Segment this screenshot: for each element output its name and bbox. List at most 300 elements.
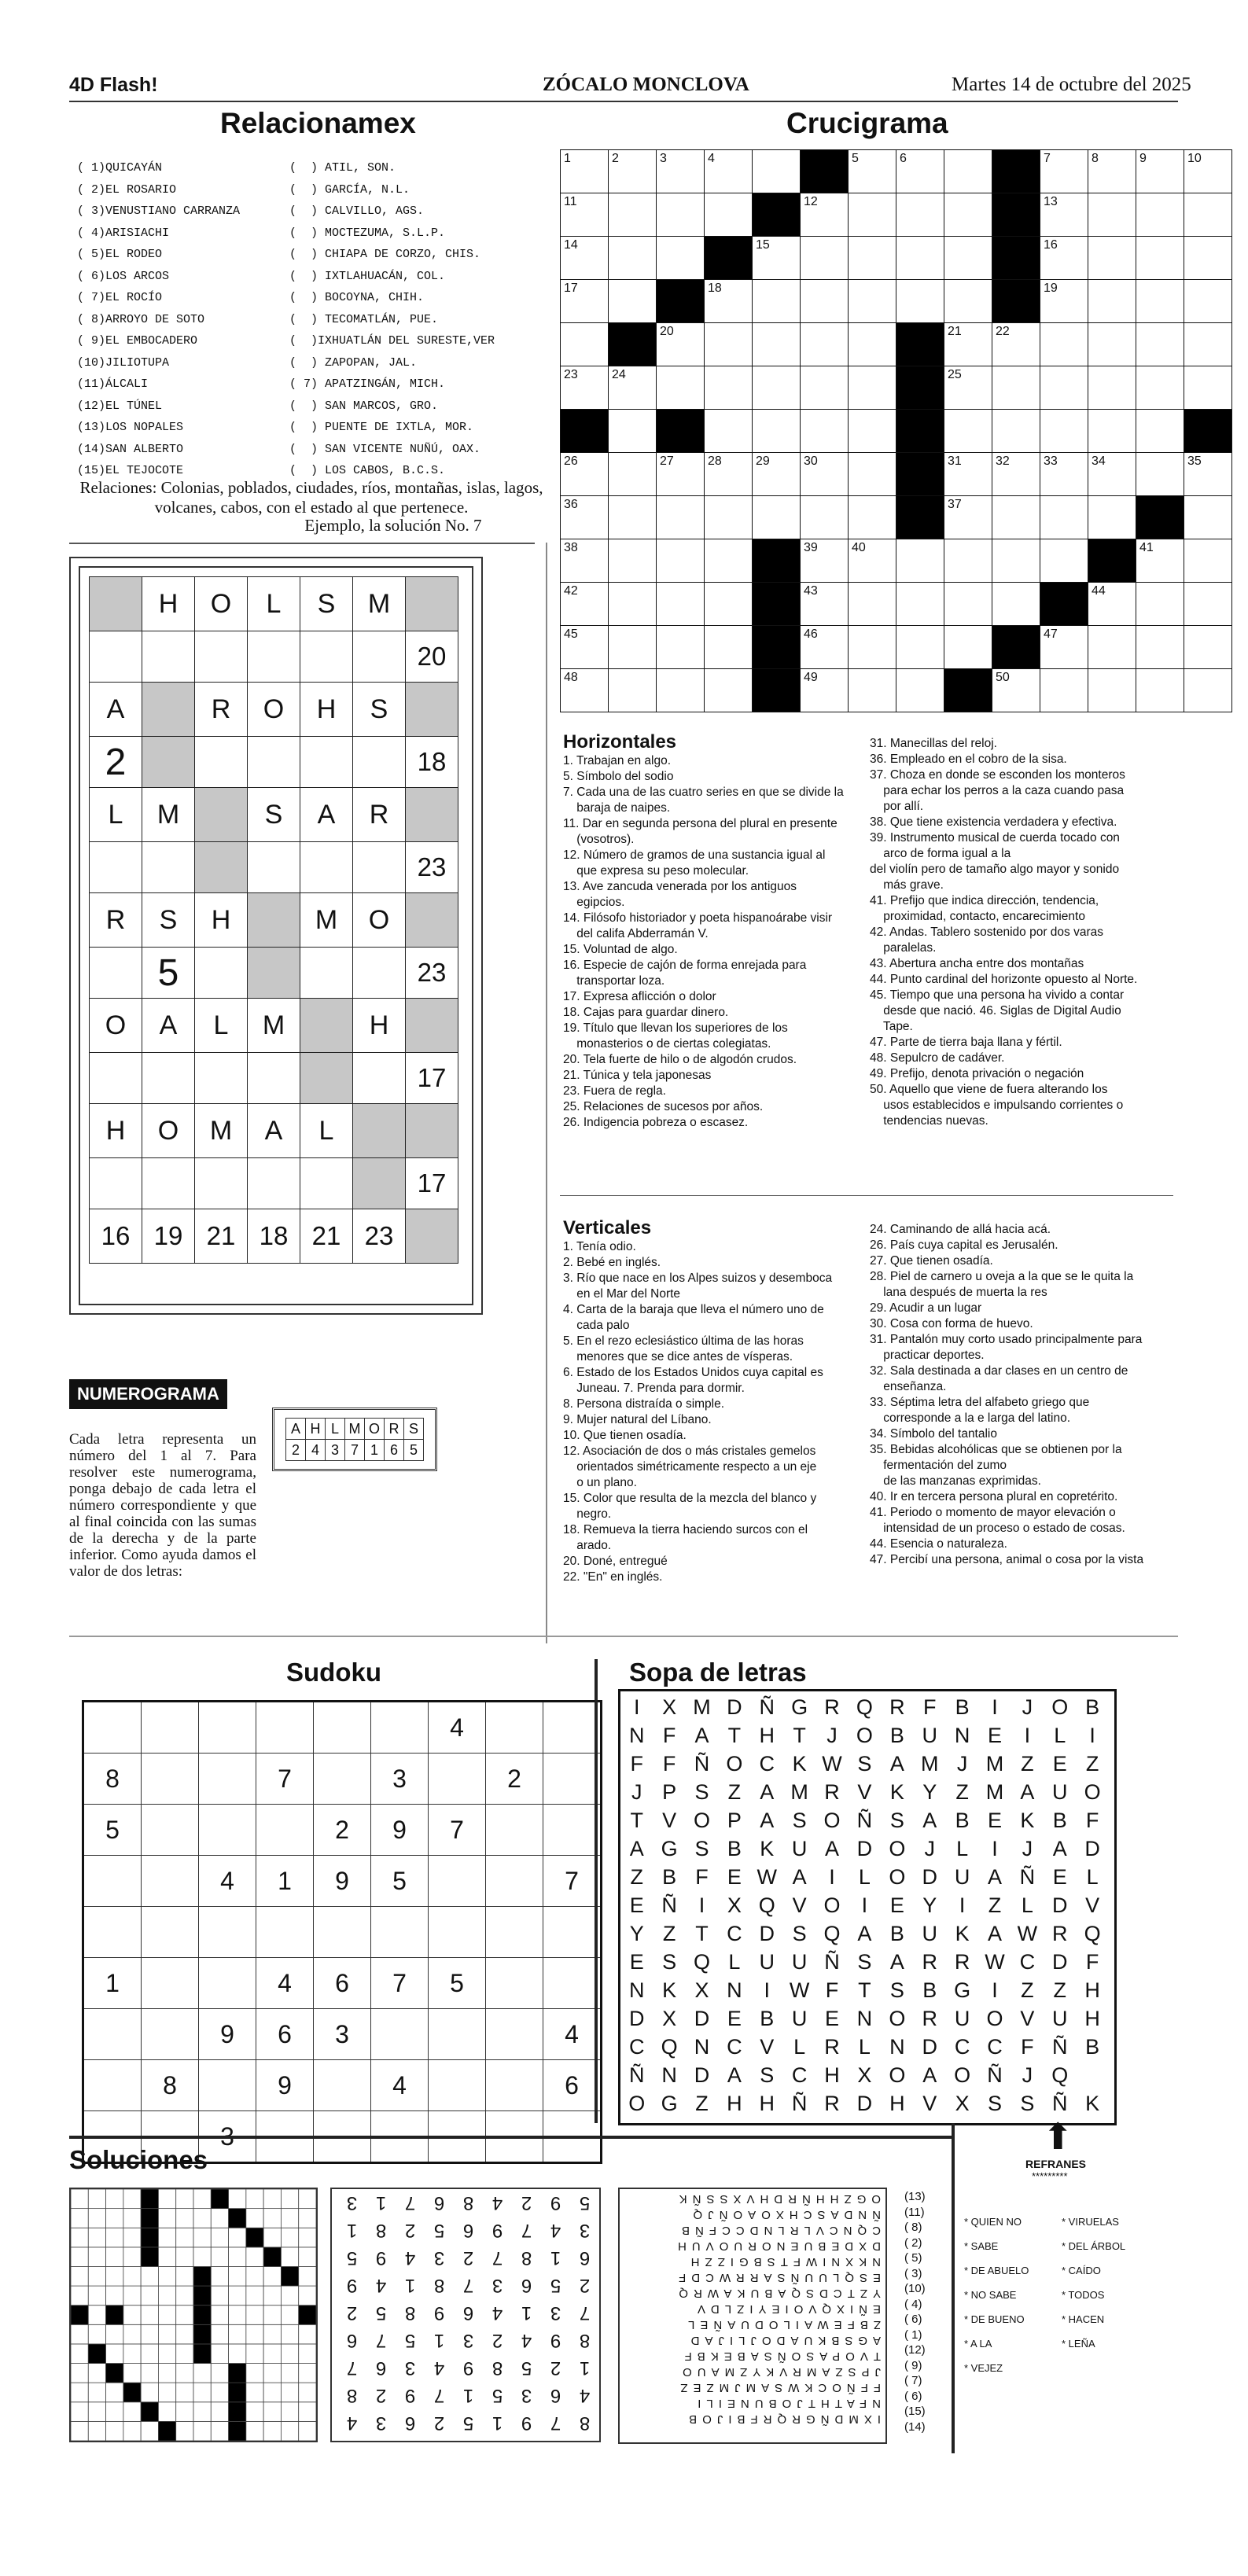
crossword-cell[interactable] — [657, 539, 705, 583]
crossword-cell[interactable] — [849, 410, 896, 453]
sopa-letter[interactable]: J — [1022, 2063, 1033, 2087]
crossword-cell[interactable] — [657, 496, 705, 539]
sopa-letter[interactable]: D — [1052, 1950, 1068, 1974]
numerograma-cell[interactable] — [90, 842, 142, 893]
numerograma-cell[interactable] — [195, 948, 248, 999]
sopa-letter[interactable]: Q — [1051, 2063, 1069, 2087]
crossword-cell[interactable] — [1184, 237, 1232, 280]
relacion-state[interactable]: ( ) CALVILLO, AGS. — [289, 204, 425, 218]
sopa-letter[interactable]: Ñ — [661, 1893, 677, 1917]
sopa-letter[interactable]: C — [954, 2035, 970, 2059]
sudoku-cell[interactable] — [429, 1754, 486, 1805]
sopa-letter[interactable]: J — [631, 1780, 642, 1804]
sopa-letter[interactable]: L — [1054, 1724, 1066, 1747]
sopa-letter[interactable]: A — [629, 1837, 644, 1860]
sopa-letter[interactable]: R — [824, 2092, 840, 2115]
crossword-cell[interactable] — [1136, 193, 1184, 237]
sopa-letter[interactable]: C — [628, 2035, 645, 2059]
crossword-cell[interactable] — [1184, 323, 1232, 366]
sopa-letter[interactable]: N — [954, 1724, 970, 1747]
sopa-letter[interactable]: E — [825, 2007, 840, 2030]
sopa-letter[interactable]: Q — [1084, 1922, 1101, 1945]
sudoku-cell[interactable] — [199, 2060, 256, 2111]
numerograma-cell[interactable] — [195, 1053, 248, 1104]
sopa-letter[interactable]: V — [922, 2092, 937, 2115]
sopa-letter[interactable]: A — [987, 1865, 1002, 1889]
crossword-cell[interactable]: 17 — [561, 280, 609, 323]
sopa-letter[interactable]: S — [760, 2063, 775, 2087]
numerograma-cell[interactable] — [142, 1053, 195, 1104]
sopa-letter[interactable]: Q — [823, 1922, 841, 1945]
numerograma-cell[interactable] — [353, 842, 406, 893]
relacion-state[interactable]: ( ) TECOMATLÁN, PUE. — [289, 312, 439, 326]
relacion-state[interactable]: ( ) ZAPOPAN, JAL. — [289, 355, 418, 370]
sudoku-cell[interactable] — [256, 1702, 314, 1754]
sopa-letter[interactable]: E — [1052, 1865, 1067, 1889]
sopa-letter[interactable]: R — [889, 1695, 905, 1719]
relacion-state[interactable]: ( ) MOCTEZUMA, S.L.P. — [289, 226, 446, 240]
crossword-cell[interactable] — [657, 583, 705, 626]
sopa-letter[interactable]: S — [987, 2092, 1002, 2115]
numerograma-cell[interactable] — [142, 631, 195, 683]
sopa-letter[interactable]: Z — [1021, 1978, 1034, 2002]
sopa-letter[interactable]: L — [728, 1950, 741, 1974]
crossword-cell[interactable] — [944, 626, 992, 669]
sopa-letter[interactable]: S — [857, 1950, 872, 1974]
crossword-cell[interactable]: 35 — [1184, 453, 1232, 496]
sopa-letter[interactable]: V — [1085, 1893, 1100, 1917]
crossword-cell[interactable] — [896, 669, 944, 712]
sopa-letter[interactable]: F — [1085, 1950, 1099, 1974]
crossword-cell[interactable] — [849, 237, 896, 280]
sopa-letter[interactable]: G — [661, 2092, 678, 2115]
sopa-letter[interactable]: D — [1084, 1837, 1100, 1860]
numerograma-cell[interactable] — [300, 842, 353, 893]
sopa-letter[interactable]: I — [698, 1893, 705, 1917]
sopa-letter[interactable]: D — [759, 1922, 775, 1945]
sudoku-cell[interactable] — [83, 1907, 142, 1958]
crossword-cell[interactable] — [753, 150, 801, 193]
sopa-letter[interactable]: J — [924, 1837, 935, 1860]
crossword-cell[interactable] — [944, 539, 992, 583]
crossword-cell[interactable] — [1088, 237, 1136, 280]
sopa-letter[interactable]: D — [694, 2063, 710, 2087]
sopa-letter[interactable]: X — [694, 1978, 709, 2002]
sopa-letter[interactable]: I — [992, 1837, 998, 1860]
crossword-cell[interactable]: 1 — [561, 150, 609, 193]
sopa-letter[interactable]: T — [727, 1724, 742, 1747]
sopa-letter[interactable]: T — [793, 1724, 806, 1747]
sopa-letter[interactable]: E — [889, 1893, 904, 1917]
sopa-letter[interactable]: E — [987, 1724, 1002, 1747]
crossword-cell[interactable]: 49 — [801, 669, 849, 712]
crossword-cell[interactable] — [657, 626, 705, 669]
crossword-cell[interactable] — [1136, 323, 1184, 366]
crossword-cell[interactable] — [705, 366, 753, 410]
crossword-cell[interactable] — [657, 193, 705, 237]
crossword-cell[interactable] — [849, 193, 896, 237]
sopa-letter[interactable]: L — [1086, 1865, 1099, 1889]
crossword-cell[interactable]: 50 — [992, 669, 1040, 712]
sopa-letter[interactable]: Z — [727, 1780, 742, 1804]
crossword-cell[interactable]: 43 — [801, 583, 849, 626]
crossword-cell[interactable] — [753, 410, 801, 453]
sopa-letter[interactable]: Z — [1053, 1978, 1067, 2002]
sudoku-cell[interactable] — [314, 1907, 371, 1958]
sopa-letter[interactable]: N — [628, 1724, 645, 1747]
crossword-cell[interactable]: 39 — [801, 539, 849, 583]
sopa-letter[interactable]: H — [759, 2092, 775, 2115]
sudoku-cell[interactable] — [199, 1702, 256, 1754]
crossword-cell[interactable]: 34 — [1088, 453, 1136, 496]
sopa-letter[interactable]: N — [628, 1978, 645, 2002]
crossword-cell[interactable] — [896, 626, 944, 669]
crossword-cell[interactable] — [1184, 539, 1232, 583]
sudoku-cell[interactable] — [486, 2009, 543, 2060]
sopa-letter[interactable]: L — [858, 1865, 871, 1889]
sudoku-cell[interactable] — [199, 1907, 256, 1958]
crossword-cell[interactable] — [1040, 323, 1088, 366]
crossword-cell[interactable]: 21 — [944, 323, 992, 366]
sopa-letter[interactable]: Ñ — [694, 1752, 710, 1776]
sopa-letter[interactable]: K — [955, 1922, 970, 1945]
sopa-letter[interactable]: K — [1085, 2092, 1100, 2115]
sopa-letter[interactable]: K — [662, 1978, 677, 2002]
crossword-cell[interactable] — [896, 280, 944, 323]
sudoku-cell[interactable] — [142, 1805, 199, 1856]
crossword-cell[interactable] — [1136, 237, 1184, 280]
sudoku-cell[interactable] — [314, 1754, 371, 1805]
sopa-letter[interactable]: A — [760, 1809, 775, 1832]
sudoku-cell[interactable] — [314, 2060, 371, 2111]
sopa-letter[interactable]: Q — [661, 2035, 678, 2059]
crossword-cell[interactable] — [609, 669, 657, 712]
sopa-letter[interactable]: Z — [695, 2092, 709, 2115]
sopa-letter[interactable]: O — [954, 2063, 971, 2087]
crossword-cell[interactable] — [1136, 280, 1184, 323]
relacion-state[interactable]: ( ) BOCOYNA, CHIH. — [289, 291, 425, 304]
sopa-letter[interactable]: I — [764, 1978, 771, 2002]
crossword-cell[interactable]: 36 — [561, 496, 609, 539]
numerograma-cell[interactable] — [195, 737, 248, 788]
sopa-letter[interactable]: F — [825, 1978, 839, 2002]
sopa-letter[interactable]: I — [1089, 1724, 1095, 1747]
numerograma-cell[interactable] — [353, 1053, 406, 1104]
sudoku-cell[interactable] — [83, 1856, 142, 1907]
crossword-cell[interactable] — [801, 323, 849, 366]
sopa-letter[interactable]: N — [889, 2035, 905, 2059]
sopa-letter[interactable]: Y — [629, 1922, 644, 1945]
crossword-cell[interactable] — [1088, 280, 1136, 323]
sopa-letter[interactable]: I — [959, 1893, 966, 1917]
crossword-cell[interactable] — [1088, 366, 1136, 410]
crossword-cell[interactable]: 47 — [1040, 626, 1088, 669]
sopa-letter[interactable]: O — [889, 2007, 906, 2030]
relacion-state[interactable]: ( 7) APATZINGÁN, MICH. — [289, 377, 446, 391]
sopa-letter[interactable]: Z — [1021, 1752, 1034, 1776]
sopa-letter[interactable]: Q — [693, 1950, 710, 1974]
sudoku-cell[interactable] — [486, 1702, 543, 1754]
crossword-cell[interactable]: 31 — [944, 453, 992, 496]
sudoku-cell[interactable] — [371, 1907, 429, 1958]
crossword-cell[interactable]: 22 — [992, 323, 1040, 366]
sopa-letter[interactable]: H — [824, 2063, 840, 2087]
crossword-cell[interactable]: 15 — [753, 237, 801, 280]
sopa-letter[interactable]: F — [662, 1724, 676, 1747]
sopa-letter[interactable]: S — [857, 1752, 872, 1776]
sopa-letter[interactable]: F — [630, 1752, 643, 1776]
sopa-letter[interactable]: G — [954, 1978, 971, 2002]
crossword-cell[interactable] — [1088, 193, 1136, 237]
sopa-letter[interactable]: D — [694, 2007, 710, 2030]
crossword-cell[interactable]: 10 — [1184, 150, 1232, 193]
sopa-letter[interactable]: S — [889, 1809, 904, 1832]
crossword-cell[interactable]: 40 — [849, 539, 896, 583]
crossword-cell[interactable] — [849, 496, 896, 539]
sopa-letter[interactable]: V — [662, 1809, 677, 1832]
crossword-cell[interactable] — [849, 626, 896, 669]
sudoku-cell[interactable] — [314, 1702, 371, 1754]
sopa-letter[interactable]: L — [858, 2035, 871, 2059]
sopa-letter[interactable]: Z — [662, 1922, 676, 1945]
crossword-cell[interactable] — [1184, 583, 1232, 626]
sudoku-cell[interactable] — [486, 1958, 543, 2009]
sopa-letter[interactable]: I — [992, 1978, 998, 2002]
sopa-letter[interactable]: O — [889, 1837, 906, 1860]
crossword-cell[interactable]: 3 — [657, 150, 705, 193]
sopa-letter[interactable]: D — [922, 2035, 937, 2059]
sudoku-cell[interactable] — [371, 1702, 429, 1754]
sopa-letter[interactable]: W — [757, 1865, 777, 1889]
sopa-letter[interactable]: N — [661, 2063, 677, 2087]
crossword-cell[interactable]: 2 — [609, 150, 657, 193]
sopa-letter[interactable]: R — [824, 1780, 840, 1804]
sopa-letter[interactable]: S — [889, 1978, 904, 2002]
sopa-letter[interactable]: N — [694, 2035, 710, 2059]
relacion-state[interactable]: ( ) GARCÍA, N.L. — [289, 182, 410, 197]
sopa-letter[interactable]: B — [1085, 2035, 1100, 2059]
crossword-cell[interactable]: 6 — [896, 150, 944, 193]
numerograma-cell[interactable] — [300, 948, 353, 999]
relacion-state[interactable]: ( ) LOS CABOS, B.C.S. — [289, 464, 446, 477]
sopa-letter[interactable]: O — [693, 1809, 710, 1832]
sopa-letter[interactable]: B — [662, 1865, 677, 1889]
crossword-cell[interactable]: 42 — [561, 583, 609, 626]
sopa-letter[interactable]: Z — [955, 1780, 969, 1804]
sudoku-cell[interactable] — [83, 2060, 142, 2111]
crossword-cell[interactable] — [801, 237, 849, 280]
sopa-letter[interactable]: Ñ — [824, 1950, 840, 1974]
crossword-cell[interactable] — [849, 323, 896, 366]
sopa-letter[interactable]: E — [629, 1950, 644, 1974]
crossword-cell[interactable]: 8 — [1088, 150, 1136, 193]
crossword-cell[interactable] — [1136, 626, 1184, 669]
sopa-letter[interactable]: Ñ — [759, 1695, 775, 1719]
crossword-cell[interactable] — [896, 539, 944, 583]
sopa-letter[interactable]: V — [792, 1893, 807, 1917]
sopa-letter[interactable]: J — [1022, 1837, 1033, 1860]
sopa-letter[interactable]: U — [791, 2007, 808, 2030]
sopa-letter[interactable]: X — [857, 2063, 872, 2087]
sopa-letter[interactable]: H — [1084, 2007, 1100, 2030]
sopa-letter[interactable]: C — [987, 2035, 1003, 2059]
sudoku-cell[interactable] — [83, 1702, 142, 1754]
numerograma-cell[interactable] — [90, 631, 142, 683]
crossword-cell[interactable] — [1040, 410, 1088, 453]
sopa-letter[interactable]: J — [826, 1724, 838, 1747]
sopa-letter[interactable]: M — [985, 1752, 1004, 1776]
sopa-letter[interactable]: Ñ — [791, 2092, 808, 2115]
crossword-cell[interactable] — [1040, 539, 1088, 583]
sopa-letter[interactable]: O — [889, 1865, 906, 1889]
sopa-letter[interactable]: U — [791, 1950, 808, 1974]
sopa-letter[interactable]: B — [889, 1922, 904, 1945]
sopa-letter[interactable]: C — [727, 2035, 742, 2059]
sopa-letter[interactable]: M — [790, 1780, 808, 1804]
sudoku-cell[interactable] — [83, 2009, 142, 2060]
sopa-letter[interactable]: I — [829, 1865, 835, 1889]
crossword-cell[interactable] — [609, 280, 657, 323]
sopa-letter[interactable]: O — [889, 2063, 906, 2087]
sopa-letter[interactable]: U — [922, 1724, 937, 1747]
crossword-cell[interactable]: 45 — [561, 626, 609, 669]
sopa-letter[interactable]: R — [1052, 1922, 1068, 1945]
crossword-cell[interactable] — [944, 280, 992, 323]
crossword-cell[interactable] — [849, 453, 896, 496]
crossword-cell[interactable]: 26 — [561, 453, 609, 496]
crossword-cell[interactable] — [944, 410, 992, 453]
sopa-letter[interactable]: I — [861, 1893, 868, 1917]
sopa-letter[interactable]: D — [856, 2092, 873, 2115]
sopa-letter[interactable]: H — [1084, 1978, 1100, 2002]
sopa-letter[interactable]: U — [759, 1950, 775, 1974]
crossword-cell[interactable] — [944, 583, 992, 626]
crossword-cell[interactable] — [705, 496, 753, 539]
sopa-letter[interactable]: M — [693, 1695, 711, 1719]
crossword-cell[interactable]: 7 — [1040, 150, 1088, 193]
sopa-letter[interactable]: T — [695, 1922, 709, 1945]
numerograma-cell[interactable] — [90, 1158, 142, 1209]
sudoku-cell[interactable] — [543, 1702, 602, 1754]
crossword-cell[interactable]: 38 — [561, 539, 609, 583]
crossword-cell[interactable]: 32 — [992, 453, 1040, 496]
crossword-cell[interactable] — [1184, 193, 1232, 237]
sopa-letter[interactable]: D — [1052, 1893, 1068, 1917]
crossword-cell[interactable] — [705, 669, 753, 712]
sopa-letter[interactable]: R — [922, 1950, 937, 1974]
sopa-letter[interactable]: X — [662, 2007, 677, 2030]
crossword-cell[interactable]: 23 — [561, 366, 609, 410]
sopa-letter[interactable]: N — [856, 2007, 873, 2030]
sopa-letter[interactable]: J — [956, 1752, 968, 1776]
crossword-cell[interactable]: 20 — [657, 323, 705, 366]
sopa-letter[interactable]: I — [1024, 1724, 1031, 1747]
sopa-letter[interactable]: S — [662, 1950, 677, 1974]
crossword-cell[interactable] — [1136, 410, 1184, 453]
sopa-letter[interactable]: D — [856, 1837, 873, 1860]
sudoku-cell[interactable] — [486, 1907, 543, 1958]
crossword-cell[interactable] — [944, 193, 992, 237]
crossword-cell[interactable] — [896, 583, 944, 626]
crossword-cell[interactable] — [705, 539, 753, 583]
relacion-state[interactable]: ( ) ATIL, SON. — [289, 161, 396, 175]
numerograma-cell[interactable] — [300, 1158, 353, 1209]
crossword-cell[interactable] — [1136, 583, 1184, 626]
crossword-cell[interactable]: 48 — [561, 669, 609, 712]
crossword-cell[interactable] — [753, 280, 801, 323]
crossword-cell[interactable] — [753, 496, 801, 539]
sopa-letter[interactable]: K — [760, 1837, 775, 1860]
crossword-cell[interactable]: 5 — [849, 150, 896, 193]
sudoku-cell[interactable] — [199, 1805, 256, 1856]
sopa-letter[interactable]: M — [920, 1752, 939, 1776]
sopa-letter[interactable]: O — [823, 1893, 841, 1917]
crossword-cell[interactable] — [992, 366, 1040, 410]
sopa-letter[interactable]: B — [955, 1809, 970, 1832]
sopa-letter[interactable]: W — [789, 1978, 810, 2002]
crossword-cell[interactable]: 37 — [944, 496, 992, 539]
sopa-letter[interactable]: S — [694, 1780, 709, 1804]
crossword-cell[interactable]: 12 — [801, 193, 849, 237]
numerograma-cell[interactable] — [248, 1053, 300, 1104]
crossword-cell[interactable] — [609, 539, 657, 583]
crossword-cell[interactable] — [801, 366, 849, 410]
numerograma-cell[interactable] — [195, 631, 248, 683]
numerograma-cell[interactable] — [353, 737, 406, 788]
sopa-letter[interactable]: T — [858, 1978, 871, 2002]
sopa-letter[interactable]: W — [985, 1950, 1005, 1974]
sopa-letter[interactable]: F — [1021, 2035, 1034, 2059]
crossword-cell[interactable] — [801, 410, 849, 453]
crossword-cell[interactable] — [753, 323, 801, 366]
relacion-state[interactable]: ( ) IXTLAHUACÁN, COL. — [289, 269, 446, 283]
numerograma-cell[interactable] — [142, 842, 195, 893]
crossword-cell[interactable]: 28 — [705, 453, 753, 496]
sopa-letter[interactable]: I — [992, 1695, 998, 1719]
crossword-cell[interactable]: 4 — [705, 150, 753, 193]
sopa-letter[interactable]: O — [823, 1809, 841, 1832]
sopa-letter[interactable]: B — [760, 2007, 775, 2030]
sopa-letter[interactable]: J — [1022, 1695, 1033, 1719]
sopa-letter[interactable]: S — [694, 1837, 709, 1860]
sopa-letter[interactable]: C — [727, 1922, 742, 1945]
crossword-cell[interactable] — [1136, 453, 1184, 496]
crossword-cell[interactable] — [1088, 669, 1136, 712]
crossword-cell[interactable] — [705, 193, 753, 237]
crossword-cell[interactable] — [609, 496, 657, 539]
sopa-letter[interactable]: U — [791, 1837, 808, 1860]
sopa-letter[interactable]: L — [1021, 1893, 1033, 1917]
sopa-letter[interactable]: G — [791, 1695, 808, 1719]
sudoku-cell[interactable] — [429, 1856, 486, 1907]
crossword-cell[interactable]: 27 — [657, 453, 705, 496]
crossword-cell[interactable]: 46 — [801, 626, 849, 669]
sopa-letter[interactable]: A — [1020, 1780, 1035, 1804]
sopa-letter[interactable]: H — [727, 2092, 742, 2115]
sopa-letter[interactable]: B — [922, 1978, 937, 2002]
crossword-cell[interactable] — [849, 669, 896, 712]
sopa-letter[interactable]: E — [987, 1809, 1002, 1832]
sopa-letter[interactable]: Z — [988, 1893, 1002, 1917]
crossword-cell[interactable] — [705, 323, 753, 366]
sopa-letter[interactable]: F — [695, 1865, 709, 1889]
sopa-letter[interactable]: C — [1019, 1950, 1036, 1974]
sopa-letter[interactable]: M — [985, 1780, 1004, 1804]
crossword-cell[interactable]: 41 — [1136, 539, 1184, 583]
crossword-cell[interactable]: 44 — [1088, 583, 1136, 626]
crossword-cell[interactable]: 18 — [705, 280, 753, 323]
crossword-cell[interactable] — [992, 496, 1040, 539]
